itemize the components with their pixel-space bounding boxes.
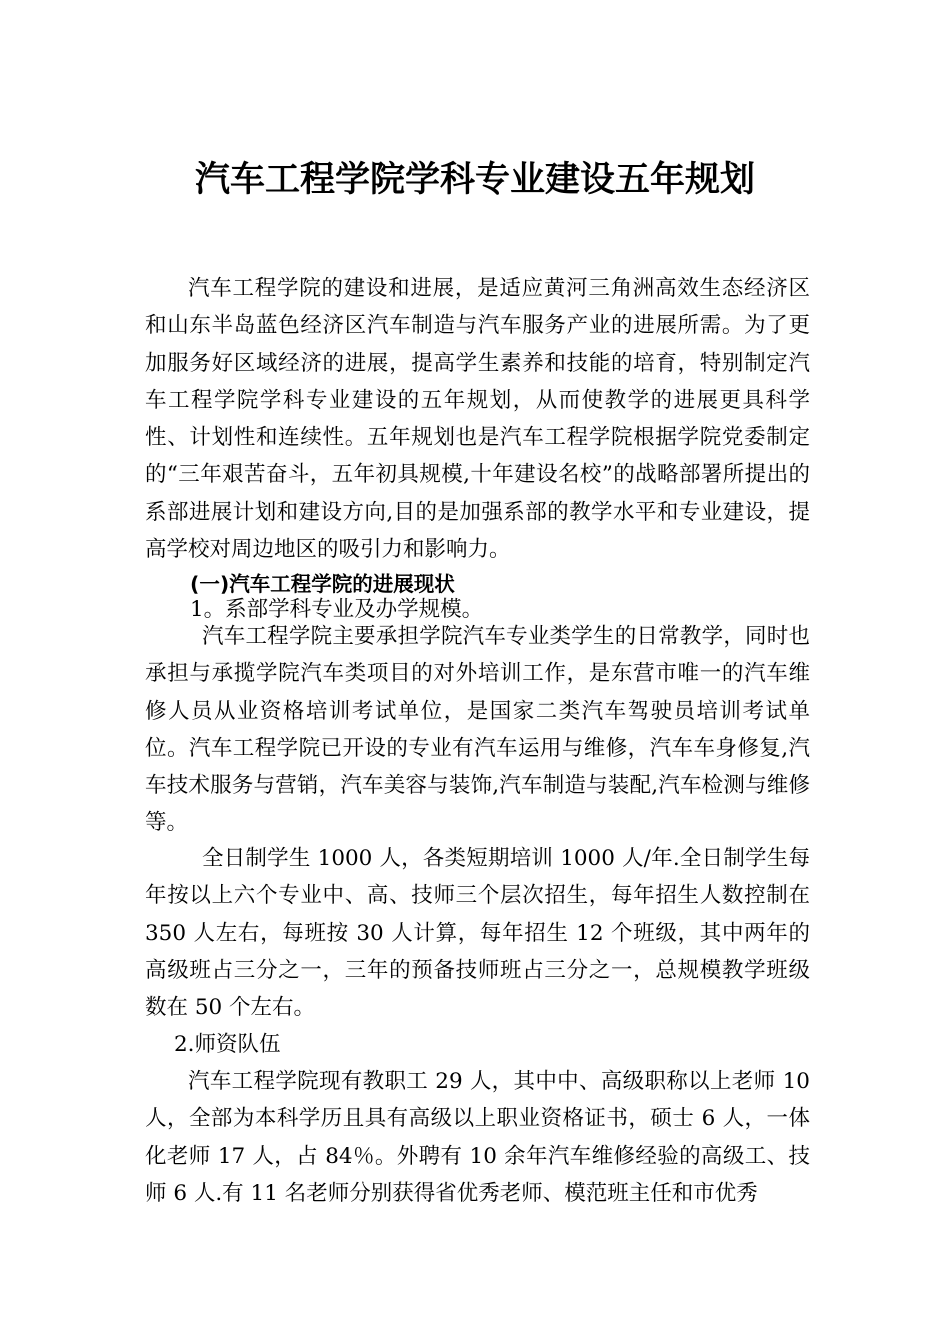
intro-paragraph: 汽车工程学院的建设和进展，是适应黄河三角洲高效生态经济区和山东半岛蓝色经济区汽车制造与汽车服务产业的进展所需。为了更加服务好区域经济的进展，提高学生素养和技能的培育，特别制定汽车工程学院学科专业建设的五年规划，从而使教学的进展更具科学性、计划性和连续性。五年规划也是汽车工程学院根据学院党委制定的“三年艰苦奋斗，五年初具规模,十年建设名校”的战略部署所提出的系部进展计划和建设方向,目的是加强系部的教学水平和专业建设，提高学校对周边地区的吸引力和影响力。 [145, 276, 810, 563]
paragraph-programs: 汽车工程学院主要承担学院汽车专业类学生的日常教学，同时也承担与承揽学院汽车类项目的对外培训工作，是东营市唯一的汽车维修人员从业资格培训考试单位，是国家二类汽车驾驶员培训考试单位。汽车工程学院已开设的专业有汽车运用与维修，汽车车身修复,汽车技术服务与营销，汽车美容与装饰,汽车制造与装配,汽车检测与维修等。 [145, 624, 810, 836]
subsection-heading-1: 1。系部学科专业及办学规模。 [190, 597, 484, 622]
subsection-heading-2: 2.师资队伍 [174, 1032, 281, 1057]
section-heading: (一)汽车工程学院的进展现状 [190, 572, 455, 596]
paragraph-faculty: 汽车工程学院现有教职工 29 人，其中中、高级职称以上老师 10 人，全部为本科学历且具有高级以上职业资格证书，硕士 6 人，一体化老师 17 人，占 84％。外聘有 10 余年汽车维修经验的高级工、技师 6 人.有 11 名老师分别获得省优秀老师、模范班主任和市优秀 [145, 1069, 810, 1206]
paragraph-scale: 全日制学生 1000 人，各类短期培训 1000 人/年.全日制学生每年按以上六个专业中、高、技师三个层次招生，每年招生人数控制在 350 人左右，每班按 30 人计算，每年招生 12 个班级，其中两年的高级班占三分之一，三年的预备技师班占三分之一，总规模教学班级数在 50 个左右。 [145, 846, 810, 1021]
document-title: 汽车工程学院学科专业建设五年规划 [194, 160, 755, 200]
